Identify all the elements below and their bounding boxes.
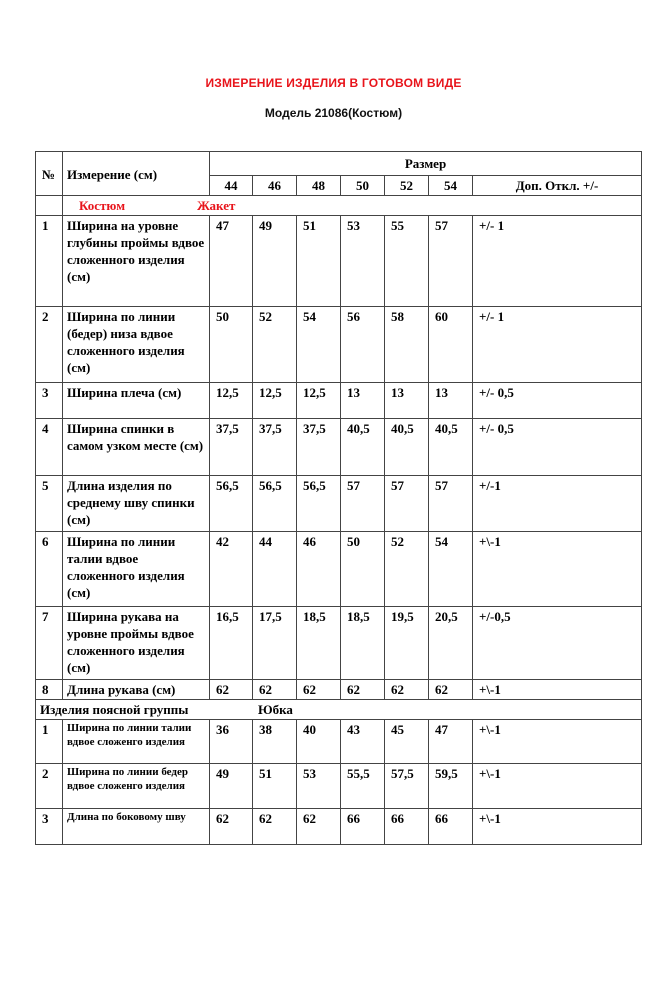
row-number: 3 <box>36 809 63 845</box>
table-row <box>36 383 642 419</box>
row-value-cell: 54 <box>429 532 473 607</box>
row-value-cell: 37,5 <box>210 419 253 476</box>
row-value-cell: 19,5 <box>385 607 429 680</box>
row-number: 3 <box>36 383 63 419</box>
row-value-cell: 43 <box>341 720 385 764</box>
row-value-cell: 62 <box>341 680 385 700</box>
table-row <box>36 607 642 680</box>
row-measurement-label: Ширина рукава на уровне проймы вдвое сложенного изделия (см) <box>63 607 210 680</box>
row-value-cell: 62 <box>297 680 341 700</box>
header-row-1 <box>36 152 642 176</box>
section-left-label: Костюм <box>79 198 126 213</box>
row-value-cell: 12,5 <box>253 383 297 419</box>
table-row <box>36 419 642 476</box>
row-value-cell: 53 <box>341 216 385 307</box>
table-row <box>36 216 642 307</box>
table-row <box>36 809 642 845</box>
row-value-cell: 20,5 <box>429 607 473 680</box>
row-value-cell: 45 <box>385 720 429 764</box>
row-value-cell: 46 <box>297 532 341 607</box>
row-tolerance: +\-1 <box>473 809 642 845</box>
row-value-cell: 56,5 <box>253 476 297 532</box>
row-value-cell: 40,5 <box>341 419 385 476</box>
row-value-cell: 60 <box>429 307 473 383</box>
header-size-cell: 54 <box>429 176 473 196</box>
row-value-cell: 50 <box>341 532 385 607</box>
row-tolerance: +\-1 <box>473 764 642 809</box>
table-row <box>36 764 642 809</box>
row-value-cell: 62 <box>429 680 473 700</box>
table-row <box>36 307 642 383</box>
row-tolerance: +/-0,5 <box>473 607 642 680</box>
row-number: 5 <box>36 476 63 532</box>
row-value-cell: 13 <box>385 383 429 419</box>
row-value-cell: 54 <box>297 307 341 383</box>
row-value-cell: 40,5 <box>385 419 429 476</box>
row-value-cell: 50 <box>210 307 253 383</box>
header-size-cell: 52 <box>385 176 429 196</box>
row-measurement-label: Ширина на уровне глубины проймы вдвое сложенного изделия (см) <box>63 216 210 307</box>
section-row-skirt <box>36 700 642 720</box>
row-measurement-label: Длина рукава (см) <box>63 680 210 700</box>
row-value-cell: 47 <box>429 720 473 764</box>
section2-left-label: Изделия поясной группы <box>40 702 189 717</box>
row-value-cell: 66 <box>385 809 429 845</box>
row-tolerance: +/- 0,5 <box>473 419 642 476</box>
row-value-cell: 57 <box>429 216 473 307</box>
section-label-skirt <box>36 700 642 720</box>
table-row <box>36 720 642 764</box>
row-value-cell: 13 <box>341 383 385 419</box>
table-row <box>36 476 642 532</box>
row-value-cell: 66 <box>341 809 385 845</box>
row-value-cell: 12,5 <box>297 383 341 419</box>
row-value-cell: 37,5 <box>253 419 297 476</box>
row-value-cell: 18,5 <box>341 607 385 680</box>
header-size-cell: 46 <box>253 176 297 196</box>
row-value-cell: 47 <box>210 216 253 307</box>
row-tolerance: +/- 1 <box>473 216 642 307</box>
row-tolerance: +\-1 <box>473 720 642 764</box>
row-measurement-label: Ширина спинки в самом узком месте (см) <box>63 419 210 476</box>
row-value-cell: 62 <box>385 680 429 700</box>
row-number: 4 <box>36 419 63 476</box>
header-tolerance: Доп. Откл. +/- <box>473 176 642 196</box>
row-value-cell: 40 <box>297 720 341 764</box>
row-tolerance: +\-1 <box>473 680 642 700</box>
row-value-cell: 59,5 <box>429 764 473 809</box>
row-value-cell: 56,5 <box>297 476 341 532</box>
model-subtitle: Модель 21086(Костюм) <box>264 106 403 120</box>
row-value-cell: 55 <box>385 216 429 307</box>
row-value-cell: 38 <box>253 720 297 764</box>
row-value-cell: 56 <box>341 307 385 383</box>
row-tolerance: +/- 1 <box>473 307 642 383</box>
row-value-cell: 56,5 <box>210 476 253 532</box>
row-tolerance: +\-1 <box>473 532 642 607</box>
row-measurement-label: Ширина по линии (бедер) низа вдвое сложенного изделия (см) <box>63 307 210 383</box>
section-spacer <box>36 196 63 216</box>
row-value-cell: 62 <box>210 809 253 845</box>
row-value-cell: 57,5 <box>385 764 429 809</box>
row-value-cell: 58 <box>385 307 429 383</box>
row-measurement-label: Ширина по линии талии вдвое сложенного изделия (см) <box>63 532 210 607</box>
row-value-cell: 52 <box>385 532 429 607</box>
row-number: 1 <box>36 216 63 307</box>
section2-right-label: Юбка <box>258 702 293 717</box>
header-size-cell: 44 <box>210 176 253 196</box>
section-label-jacket <box>63 196 642 216</box>
row-value-cell: 40,5 <box>429 419 473 476</box>
row-value-cell: 12,5 <box>210 383 253 419</box>
row-value-cell: 16,5 <box>210 607 253 680</box>
section-row-jacket <box>36 196 642 216</box>
row-measurement-label: Ширина по линии талии вдвое сложенго изделия <box>63 720 210 764</box>
row-value-cell: 52 <box>253 307 297 383</box>
row-value-cell: 62 <box>210 680 253 700</box>
row-value-cell: 62 <box>297 809 341 845</box>
row-number: 6 <box>36 532 63 607</box>
row-measurement-label: Ширина плеча (см) <box>63 383 210 419</box>
row-number: 7 <box>36 607 63 680</box>
header-size: Размер <box>210 152 642 176</box>
row-value-cell: 49 <box>210 764 253 809</box>
header-num: № <box>36 152 63 196</box>
row-value-cell: 51 <box>297 216 341 307</box>
table-row <box>36 680 642 700</box>
section-right-label: Жакет <box>197 198 236 213</box>
table-row <box>36 532 642 607</box>
row-value-cell: 55,5 <box>341 764 385 809</box>
row-number: 2 <box>36 764 63 809</box>
row-value-cell: 53 <box>297 764 341 809</box>
row-value-cell: 57 <box>341 476 385 532</box>
row-value-cell: 51 <box>253 764 297 809</box>
row-value-cell: 36 <box>210 720 253 764</box>
row-tolerance: +/- 0,5 <box>473 383 642 419</box>
row-value-cell: 62 <box>253 680 297 700</box>
row-value-cell: 18,5 <box>297 607 341 680</box>
header-measurement: Измерение (см) <box>63 152 210 196</box>
row-number: 8 <box>36 680 63 700</box>
row-value-cell: 37,5 <box>297 419 341 476</box>
row-measurement-label: Ширина по линии бедер вдвое сложенго изделия <box>63 764 210 809</box>
row-value-cell: 49 <box>253 216 297 307</box>
row-number: 1 <box>36 720 63 764</box>
row-value-cell: 62 <box>253 809 297 845</box>
document-title: ИЗМЕРЕНИЕ ИЗДЕЛИЯ В ГОТОВОМ ВИДЕ <box>205 76 462 90</box>
row-value-cell: 57 <box>429 476 473 532</box>
row-value-cell: 17,5 <box>253 607 297 680</box>
row-number: 2 <box>36 307 63 383</box>
header-size-cell: 48 <box>297 176 341 196</box>
row-measurement-label: Длина изделия по среднему шву спинки (см) <box>63 476 210 532</box>
row-tolerance: +/-1 <box>473 476 642 532</box>
row-value-cell: 57 <box>385 476 429 532</box>
row-value-cell: 13 <box>429 383 473 419</box>
measurement-table <box>35 151 642 845</box>
row-value-cell: 66 <box>429 809 473 845</box>
row-value-cell: 42 <box>210 532 253 607</box>
row-measurement-label: Длина по боковому шву <box>63 809 210 845</box>
header-size-cell: 50 <box>341 176 385 196</box>
row-value-cell: 44 <box>253 532 297 607</box>
